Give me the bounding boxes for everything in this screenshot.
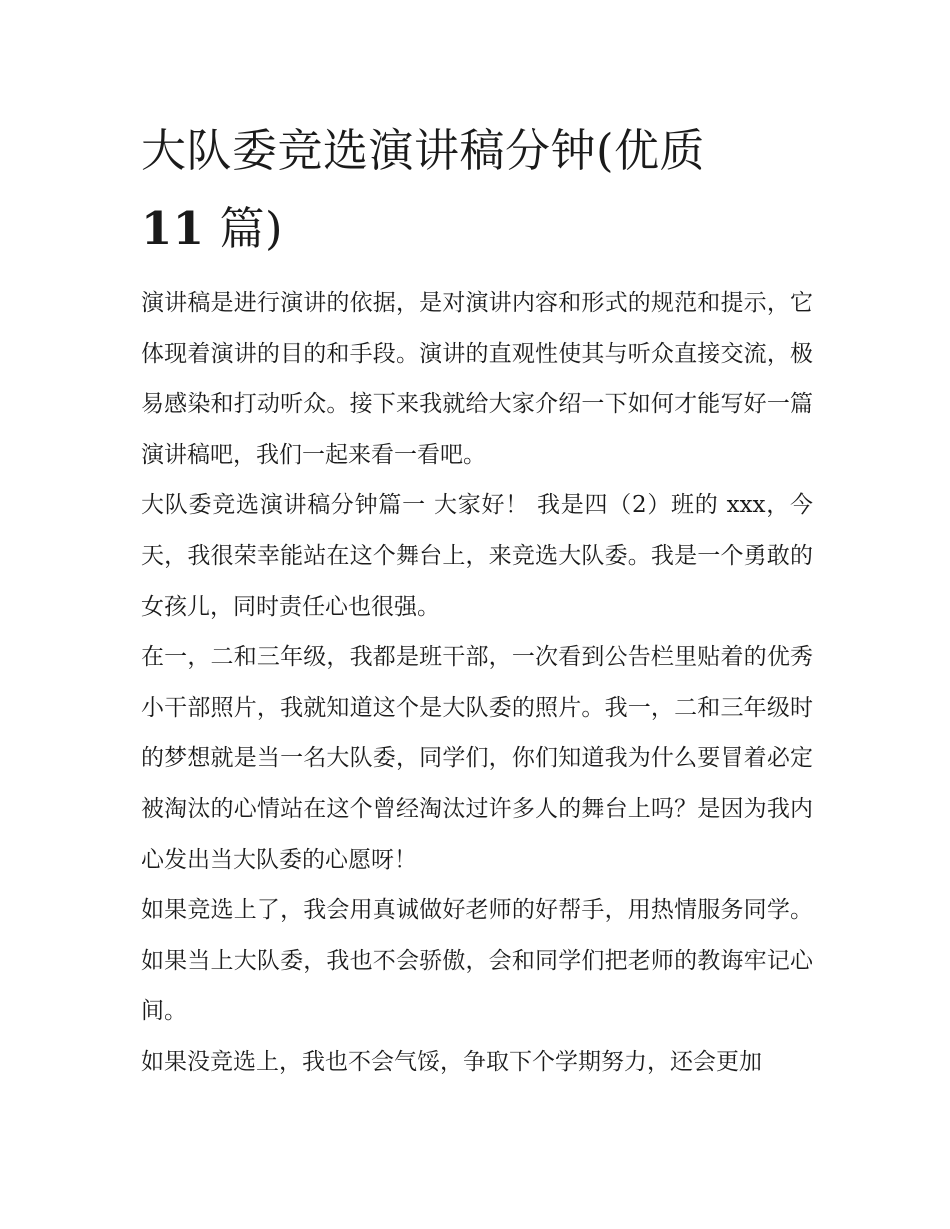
paragraph-intro: 演讲稿是进行演讲的依据，是对演讲内容和形式的规范和提示，它体现着演讲的目的和手段。演讲的直观性使其与听众直接交流，极易感染和打动听众。接下来我就给大家介绍一下如何才能写好一篇演讲稿吧，我们一起来看一看吧。 (141, 290, 813, 468)
document-title (141, 112, 813, 268)
paragraph-if-elected: 如果竞选上了，我会用真诚做好老师的好帮手，用热情服务同学。如果当上大队委，我也不会骄傲，会和同学们把老师的教诲牢记心间。 (141, 897, 813, 1025)
title-line-2: 篇) (219, 202, 283, 255)
title-number: 11 (141, 202, 205, 255)
paragraph-speech-opening: 大队委竞选演讲稿分钟篇一 大家好！ 我是四（2）班的 xxx，今天，我很荣幸能站在这个舞台上，来竞选大队委。我是一个勇敢的女孩儿，同时责任心也很强。 (141, 492, 813, 620)
document-body (141, 112, 813, 1088)
paragraph-experience: 在一，二和三年级，我都是班干部，一次看到公告栏里贴着的优秀小干部照片，我就知道这个是大队委的照片。我一，二和三年级时的梦想就是当一名大队委，同学们，你们知道我为什么要冒着必定被淘汰的心情站在这个曾经淘汰过许多人的舞台上吗？是因为我内心发出当大队委的心愿呀！ (141, 644, 813, 873)
paragraph-if-not-elected: 如果没竞选上，我也不会气馁，争取下个学期努力，还会更加 (141, 1048, 762, 1075)
title-line-1: 大队委竞选演讲稿分钟(优质 (141, 124, 706, 177)
